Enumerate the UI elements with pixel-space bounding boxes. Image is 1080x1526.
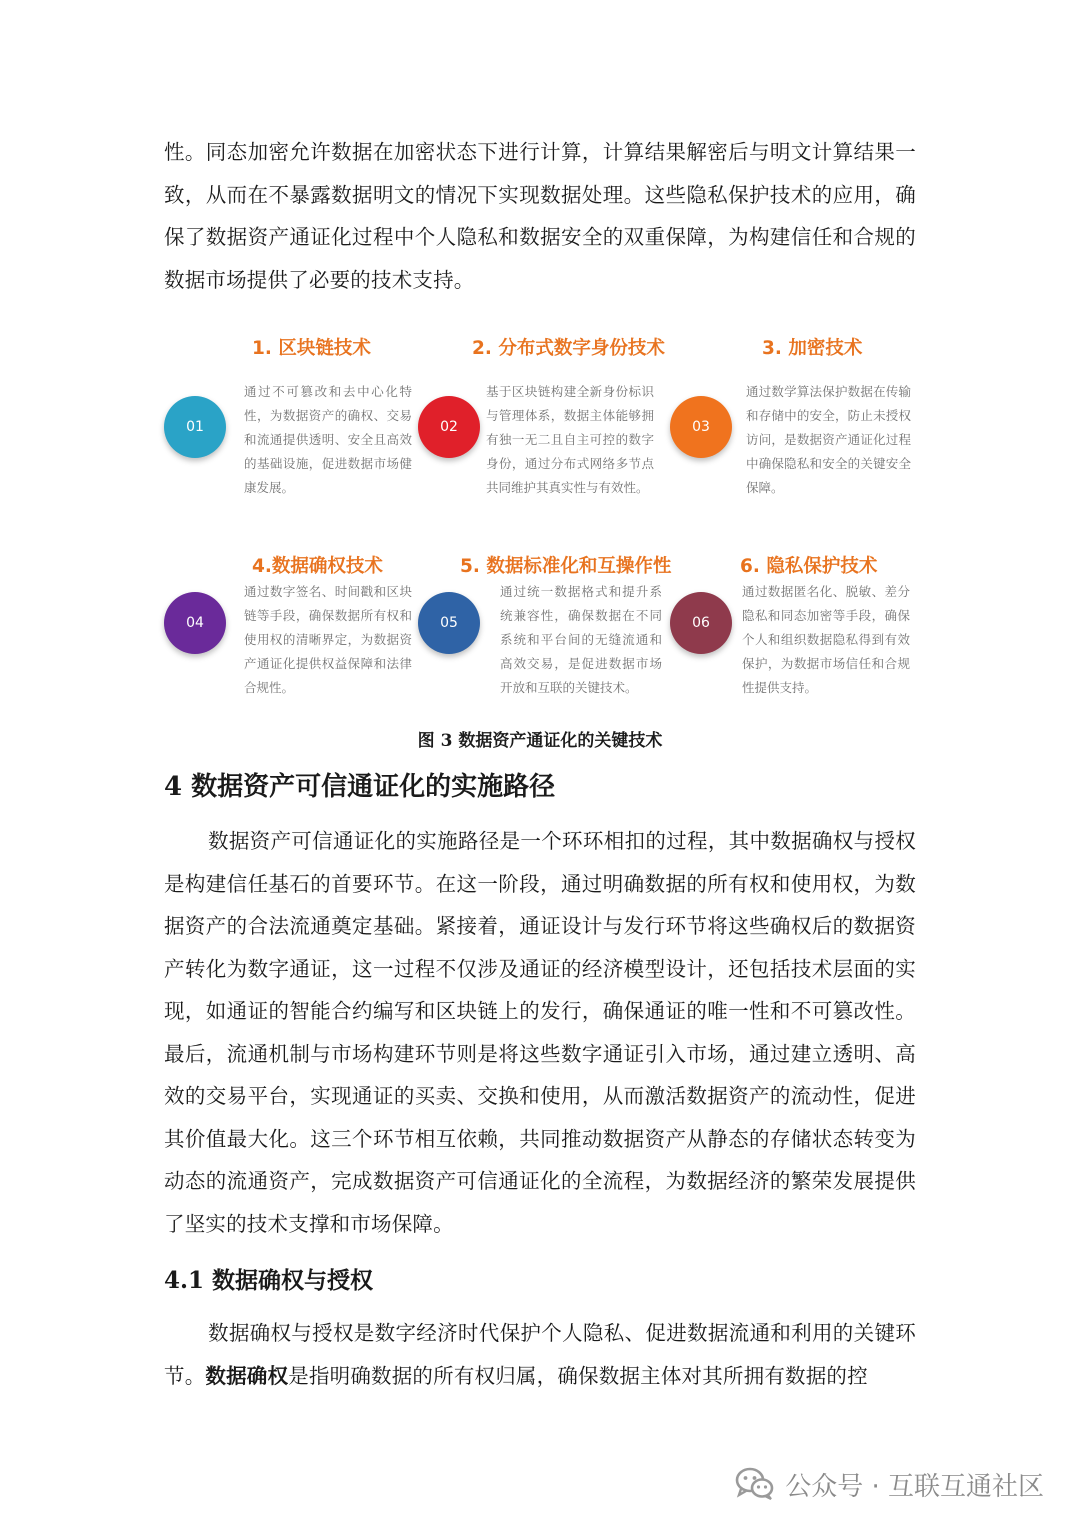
tech-title: 4.数据确权技术 [252, 556, 383, 577]
tech-description: 通过数据匿名化、脱敏、差分隐私和同态加密等手段，确保个人和组织数据隐私得到有效保护，为数据市场信任和合规性提供支持。 [742, 584, 910, 695]
tech-title: 5. 数据标准化和互操作性 [460, 556, 672, 577]
number-circle: 01 [164, 396, 226, 458]
tech-item-4 [162, 552, 412, 722]
number-circle: 02 [418, 396, 480, 458]
tech-item-3 [668, 334, 918, 504]
bold-term: 数据确权 [205, 1363, 289, 1388]
figure-caption: 图 3 数据资产通证化的关键技术 [417, 731, 663, 751]
key-tech-figure [160, 322, 920, 712]
tech-description: 通过统一数据格式和提升系统兼容性，确保数据在不同系统和平台间的无缝流通和高效交易，是促进数据市场开放和互联的关键技术。 [500, 584, 662, 695]
wechat-icon [735, 1467, 775, 1501]
tech-title: 2. 分布式数字身份技术 [472, 338, 665, 359]
tech-title: 1. 区块链技术 [252, 338, 371, 359]
tech-item-6 [668, 552, 918, 722]
watermark [735, 1464, 1044, 1504]
tech-title: 3. 加密技术 [762, 338, 863, 359]
tech-description: 通过数学算法保护数据在传输和存储中的安全，防止未授权访问，是数据资产通证化过程中确保隐私和安全的关键安全保障。 [746, 384, 911, 495]
tech-description: 通过不可篡改和去中心化特性，为数据资产的确权、交易和流通提供透明、安全且高效的基础设施，促进数据市场健康发展。 [244, 384, 412, 495]
section-4-1-heading: 4.1 数据确权与授权 [164, 1267, 374, 1294]
number-circle: 03 [670, 396, 732, 458]
number-circle: 05 [418, 592, 480, 654]
tech-item-2 [416, 334, 666, 504]
tech-title: 6. 隐私保护技术 [740, 556, 878, 577]
watermark-text: 公众号 · 互联互通社区 [785, 1471, 1044, 1502]
number-circle: 04 [164, 592, 226, 654]
tech-item-1 [162, 334, 412, 504]
section-4-heading: 4 数据资产可信通证化的实施路径 [164, 772, 556, 802]
section-4-paragraph: 数据资产可信通证化的实施路径是一个环环相扣的过程，其中数据确权与授权是构建信任基石的首要环节。在这一阶段，通过明确数据的所有权和使用权，为数据资产的合法流通奠定基础。紧接着，通证设计与发行环节将这些确权后的数据资产转化为数字通证，这一过程不仅涉及通证的经济模型设计，还包括技术层面的实现，如通证的智能合约编写和区块链上的发行，确保通证的唯一性和不可篡改性。最后，流通机制与市场构建环节则是将这些数字通证引入市场，通过建立透明、高效的交易平台，实现通证的买卖、交换和使用，从而激活数据资产的流动性，促进其价值最大化。这三个环节相互依赖，共同推动数据资产从静态的存储状态转变为动态的流通资产，完成数据资产可信通证化的全流程，为数据经济的繁荣发展提供了坚实的技术支撑和市场保障。 [164, 829, 916, 1236]
paragraph-text-start: 数据确权与授权是数字经济时代保护个人隐私、促进数据流通和利用的关键环节。 [164, 1321, 916, 1388]
tech-item-5 [416, 552, 672, 722]
paragraph-text-end: 是指明确数据的所有权归属，确保数据主体对其所拥有数据的控 [288, 1363, 868, 1388]
tech-description: 通过数字签名、时间戳和区块链等手段，确保数据所有权和使用权的清晰界定，为数据资产通证化提供权益保障和法律合规性。 [244, 584, 412, 695]
tech-description: 基于区块链构建全新身份标识与管理体系，数据主体能够拥有独一无二且自主可控的数字身份，通过分布式网络多节点共同维护其真实性与有效性。 [486, 384, 654, 495]
top-paragraph: 性。同态加密允许数据在加密状态下进行计算，计算结果解密后与明文计算结果一致，从而在不暴露数据明文的情况下实现数据处理。这些隐私保护技术的应用，确保了数据资产通证化过程中个人隐私和数据安全的双重保障，为构建信任和合规的数据市场提供了必要的技术支持。 [164, 140, 916, 292]
number-circle: 06 [670, 592, 732, 654]
section-4-1-paragraph [164, 1312, 916, 1397]
